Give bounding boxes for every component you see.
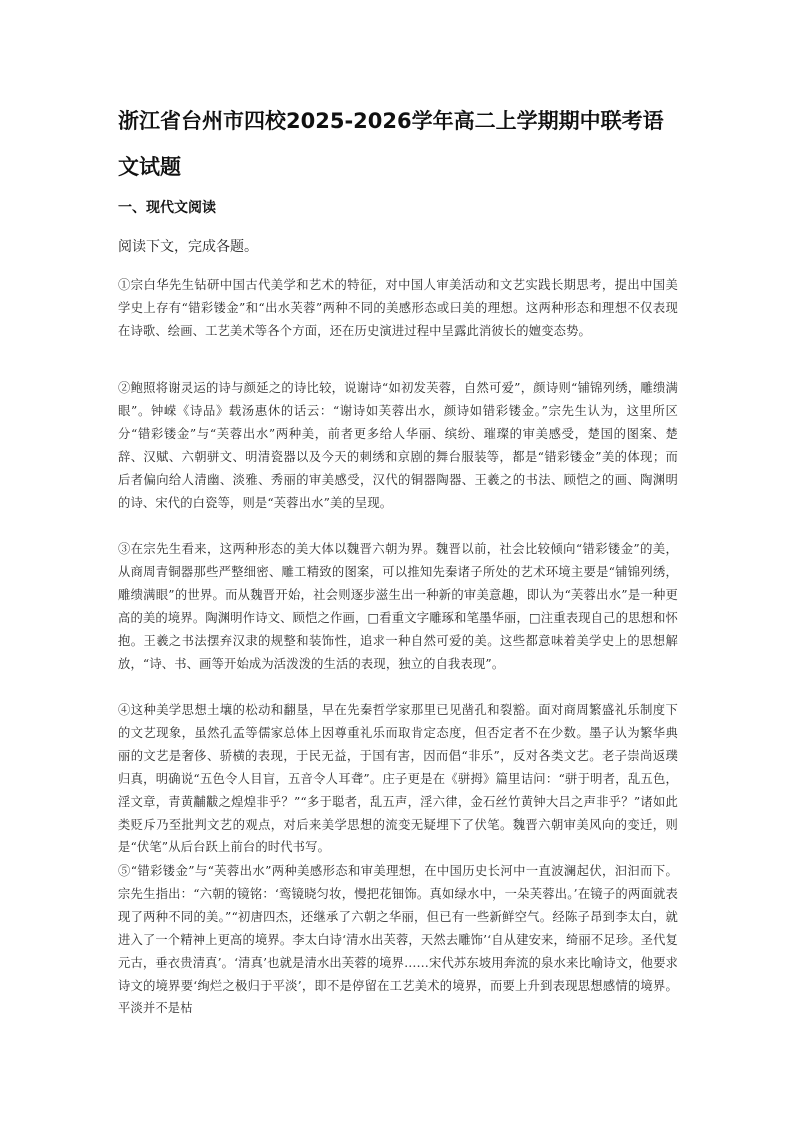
paragraph-2: ②鲍照将谢灵运的诗与颜延之的诗比较，说谢诗“如初发芙蓉，自然可爱”，颜诗则“铺锦列绣，雕缋满眼”。钟嵘《诗品》载汤惠休的话云：“谢诗如芙蓉出水，颜诗如错彩镂金。”宗先生认为，这里所区分“错彩镂金”与“芙蓉出水”两种美，前者更多给人华丽、缤纷、璀璨的审美感受，楚国的图案、楚辞、汉赋、六朝骈文、明清瓷器以及今天的刺绣和京剧的舞台服装等，都是“错彩镂金”美的体现；而后者偏向给人清幽、淡雅、秀丽的审美感受，汉代的铜器陶器、王羲之的书法、顾恺之的画、陶渊明的诗、宋代的白瓷等，则是“芙蓉出水”美的呈现。	[118, 381, 678, 510]
paragraph-1: ①宗白华先生钻研中国古代美学和艺术的特征，对中国人审美活动和文艺实践长期思考，提出中国美学史上存有“错彩镂金”和“出水芙蓉”两种不同的美感形态或曰美的理想。这两种形态和理想不仅表现在诗歌、绘画、工艺美术等各个方面，还在历史演进过程中呈露此消彼长的嬗变态势。	[118, 278, 678, 338]
paragraph-4: ④这种美学思想土壤的松动和翻垦，早在先秦哲学家那里已见凿孔和裂豁。面对商周繁盛礼乐制度下的文艺现象，虽然孔孟等儒家总体上因尊重礼乐而取肯定态度，但否定者不在少数。墨子认为繁华典丽的文艺是奢侈、骄横的表现，于民无益，于国有害，因而倡“非乐”，反对各类文艺。老子崇尚返璞归真，明确说“五色令人目盲，五音令人耳聋”。庄子更是在《骈拇》篇里诘问：“骈于明者，乱五色，淫文章，青黄黼黻之煌煌非乎？”“多于聪者，乱五声，淫六律，金石丝竹黄钟大吕之声非乎？”诸如此类贬斥乃至批判文艺的观点，对后来美学思想的流变无疑埋下了伏笔。魏晋六朝审美风向的变迁，则是“伏笔”从后台跃上前台的时代书写。	[118, 703, 678, 855]
document-title: 浙江省台州市四校2025-2026学年高二上学期期中联考语文试题	[118, 109, 664, 179]
paragraph-5: ⑤“错彩镂金”与“芙蓉出水”两种美感形态和审美理想，在中国历史长河中一直波澜起伏，汩汩而下。宗先生指出：“六朝的镜铭：‘鸾镜晓匀妆，慢把花钿饰。真如绿水中，一朵芙蓉出。’在镜子的两面就表现了两种不同的美。”“初唐四杰，还继承了六朝之华丽，但已有一些新鲜空气。经陈子昂到李太白，就进入了一个精神上更高的境界。李太白诗‘清水出芙蓉，天然去雕饰’‘自从建安来，绮丽不足珍。圣代复元古，垂衣贵清真’。‘清真’也就是清水出芙蓉的境界……宋代苏东坡用奔流的泉水来比喻诗文，他要求诗文的境界要‘绚烂之极归于平淡’，即不是停留在工艺美术的境界，而要上升到表现思想感情的境界。平淡并不是枯	[118, 864, 678, 1016]
reading-instruction: 阅读下文，完成各题。	[118, 239, 258, 255]
paragraph-3: ③在宗先生看来，这两种形态的美大体以魏晋六朝为界。魏晋以前，社会比较倾向“错彩镂金”的美，从商周青铜器那些严整细密、雕工精致的图案，可以推知先秦诸子所处的艺术环境主要是“铺锦列绣，雕缋满眼”的世界。而从魏晋开始，社会则逐步滋生出一种新的审美意趣，即认为“芙蓉出水”是一种更高的美的境界。陶渊明作诗文、顾恺之作画，□看重文字雕琢和笔墨华丽，□注重表现自己的思想和怀抱。王羲之书法摆弃汉隶的规整和装饰性，追求一种自然可爱的美。这些都意味着美学史上的思想解放，“诗、书、画等开始成为活泼泼的生活的表现，独立的自我表现”。	[118, 542, 678, 671]
section-heading: 一、现代文阅读	[118, 200, 216, 216]
